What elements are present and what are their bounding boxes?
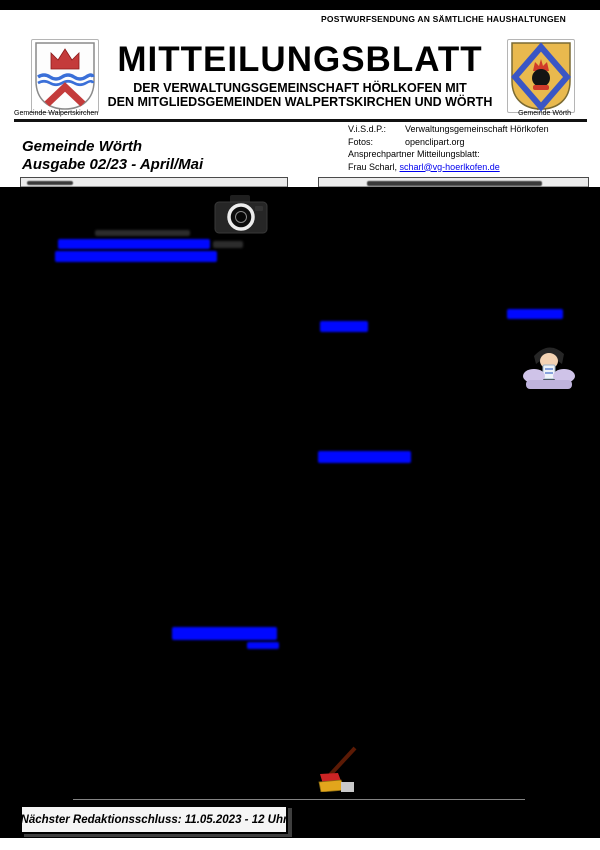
deadline-banner [20,805,288,834]
contact-name: Frau Scharl, [348,161,400,172]
black-content-area [0,187,600,838]
crest-right-label: Gemeinde Wörth [518,110,571,117]
crest-left-svg [32,40,98,112]
broom-clipart-icon [315,746,359,792]
issue-gemeinde: Gemeinde Wörth [22,138,143,155]
hyperlink-blur-6[interactable] [172,627,277,640]
crest-left-label: Gemeinde Walpertskirchen [14,110,99,117]
hyperlink-blur-4[interactable] [320,321,368,332]
fotos-value: openclipart.org [405,136,465,147]
issue-block [22,138,203,174]
page-title: MITTEILUNGSBLATT [117,40,483,79]
postal-note: POSTWURFSENDUNG AN SÄMTLICHE HAUSHALTUNGEN [321,14,566,24]
hyperlink-blur-1[interactable] [58,239,210,249]
top-edge-bar [0,0,600,10]
fotos-label: Fotos: [348,136,374,147]
deadline-text: Nächster Redaktionsschluss: 11.05.2023 - 12 Uhr [20,813,288,826]
faint-text-smudge [95,230,190,236]
hyperlink-blur-2[interactable] [55,251,217,262]
imprint-block [348,123,588,173]
imprint-row-visdp [348,123,588,136]
contact-email-link[interactable]: scharl@vg-hoerlkofen.de [399,161,500,172]
hyperlink-blur-3[interactable] [507,309,563,319]
imprint-row-fotos [348,136,588,149]
walpertskirchen-coat-of-arms-icon [31,39,99,113]
ansprechpartner-line: Ansprechpartner Mitteilungsblatt: [348,149,480,159]
header-divider [14,119,587,122]
camera-clipart-icon [213,193,269,239]
subtitle-line1: DER VERWALTUNGSGEMEINSCHAFT HÖRLKOFEN MIT [133,81,467,95]
content-box-bottom-edge [73,799,525,800]
hyperlink-blur-5[interactable] [318,451,411,463]
box-right-heading-smudge [367,181,542,186]
visdp-value: Verwaltungsgemeinschaft Hörlkofen [405,124,549,134]
woerth-coat-of-arms-icon [507,39,575,113]
person-reading-clipart-icon [520,340,578,392]
visdp-label: V.i.S.d.P.: [348,124,387,134]
hyperlink-blur-6b[interactable] [247,642,279,649]
box-left-scribble [27,181,73,185]
subtitle-line2: DEN MITGLIEDSGEMEINDEN WALPERTSKIRCHEN UND WÖRTH [107,95,493,109]
issue-ausgabe: Ausgabe 02/23 - April/Mai [22,156,204,173]
faint-text-smudge [213,241,243,248]
crest-right-svg [508,40,574,112]
contact-line [348,161,588,174]
